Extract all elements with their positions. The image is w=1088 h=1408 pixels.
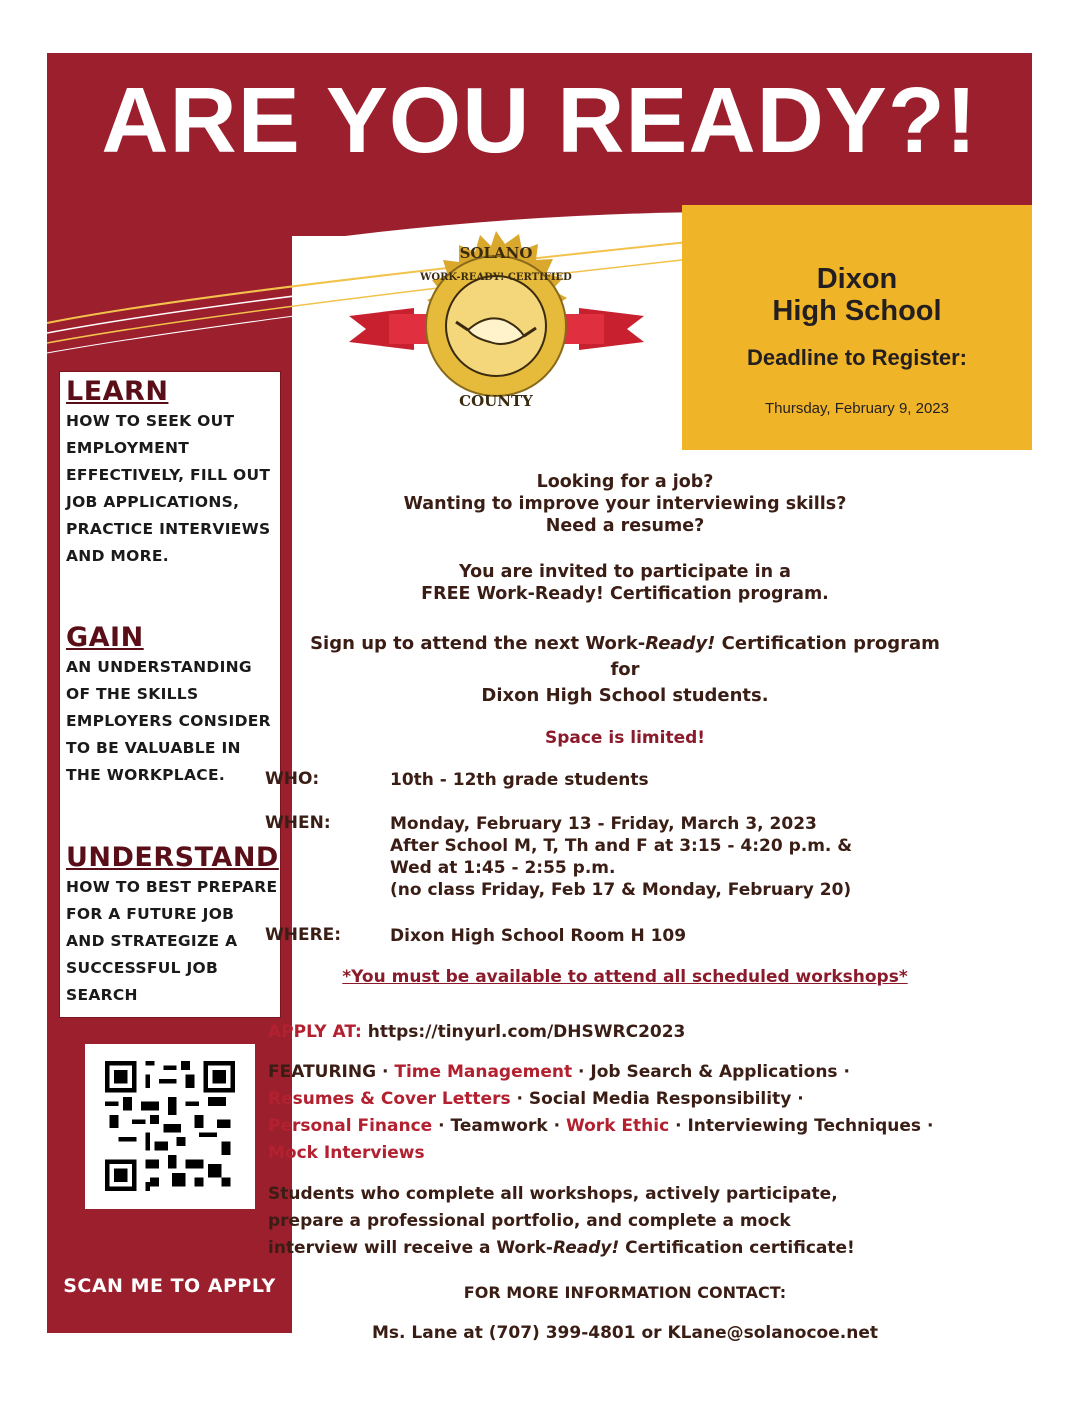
who-label: WHO: xyxy=(265,769,320,789)
where-value: Dixon High School Room H 109 xyxy=(390,926,687,946)
featuring-label: FEATURING xyxy=(268,1062,377,1082)
understand-block xyxy=(66,842,278,1009)
learn-heading: LEARN xyxy=(66,376,169,407)
deadline-date: Thursday, February 9, 2023 xyxy=(765,400,949,417)
deadline-label: Deadline to Register: xyxy=(746,345,968,370)
apply-line xyxy=(268,1019,980,1046)
contact-line[interactable]: Ms. Lane at (707) 399-4801 or KLane@solanocoe.net xyxy=(372,1323,878,1343)
when-value: Monday, February 13 - Friday, March 3, 2023 After School M, T, Th and F at 3:15 - 4:20 p.m. & Wed at 1:45 - 2:55 p.m. (no class Friday, Feb 17 & Monday, February 20) xyxy=(390,814,853,900)
who-value: 10th - 12th grade students xyxy=(390,770,649,790)
invite-line-2: FREE Work-Ready! Certification program. xyxy=(421,584,829,604)
seal-top-text: SOLANO xyxy=(459,244,533,262)
signup-line: Sign up to attend the next Work-Ready! Certification program xyxy=(310,633,940,654)
intro-line-2: Wanting to improve your interviewing skills? xyxy=(403,494,847,514)
signup-school: Dixon High School students. xyxy=(481,685,769,706)
school-name xyxy=(682,263,1032,327)
feature-item: Mock Interviews xyxy=(268,1143,425,1163)
seal-ring-text: WORK-READY! CERTIFIED xyxy=(420,272,572,283)
intro-line-1: Looking for a job? xyxy=(536,472,714,492)
feature-item: Teamwork xyxy=(450,1116,548,1136)
learn-block xyxy=(66,376,278,570)
understand-text: HOW TO BEST PREPARE FOR A FUTURE JOB AND STRATEGIZE A SUCCESSFUL JOB SEARCH xyxy=(66,878,278,1004)
apply-url[interactable]: https://tinyurl.com/DHSWRC2023 xyxy=(367,1022,686,1042)
gain-block xyxy=(66,622,278,789)
feature-item: Job Search & Applications xyxy=(590,1062,838,1082)
invitation xyxy=(265,561,985,605)
feature-item: Resumes & Cover Letters xyxy=(268,1089,511,1109)
qr-code-box[interactable] xyxy=(85,1044,255,1209)
space-limited: Space is limited! xyxy=(544,728,706,748)
understand-heading: UNDERSTAND xyxy=(66,842,279,873)
gain-heading: GAIN xyxy=(66,622,144,653)
feature-item: Social Media Responsibility xyxy=(528,1089,792,1109)
scan-me-label: SCAN ME TO APPLY xyxy=(63,1275,276,1297)
gain-text: AN UNDERSTANDING OF THE SKILLS EMPLOYERS CONSIDER TO BE VALUABLE IN THE WORKPLACE. xyxy=(66,658,271,784)
apply-label: APPLY AT: xyxy=(268,1022,362,1042)
learn-text: HOW TO SEEK OUT EMPLOYMENT EFFECTIVELY, FILL OUT JOB APPLICATIONS, PRACTICE INTERVIEWS AND MORE. xyxy=(66,412,271,565)
feature-item: Work Ethic xyxy=(565,1116,670,1136)
invite-line-1: You are invited to participate in a xyxy=(459,562,791,582)
work-ready-seal-logo xyxy=(344,228,649,433)
attendance-notice: *You must be available to attend all scheduled workshops* xyxy=(342,967,908,987)
when-label: WHEN: xyxy=(265,813,331,833)
seal-bottom-text: COUNTY xyxy=(459,392,533,410)
where-label: WHERE: xyxy=(265,925,342,945)
headline: ARE YOU READY?! xyxy=(101,68,978,172)
completion-text: Students who complete all workshops, actively participate, prepare a professional portfolio, and complete a mock interview will receive a Work-Ready! Certification certificate! xyxy=(268,1184,855,1258)
register-box xyxy=(682,205,1032,450)
featuring-list: FEATURING · Time Management · Job Search & Applications · Resumes & Cover Letters · Social Media Responsibility · Personal Finance · Teamwork · Work Ethic · Interviewing Techniques · Mock Interviews xyxy=(268,1062,934,1163)
intro-questions xyxy=(265,471,985,537)
signup-text xyxy=(265,631,985,709)
contact-heading: FOR MORE INFORMATION CONTACT: xyxy=(463,1283,787,1302)
school-line-1: Dixon xyxy=(816,263,898,295)
school-line-2: High School xyxy=(772,295,942,327)
feature-item: Interviewing Techniques xyxy=(687,1116,922,1136)
intro-line-3: Need a resume? xyxy=(545,516,705,536)
signup-for: for xyxy=(610,659,640,680)
feature-item: Time Management xyxy=(394,1062,573,1082)
qr-code[interactable] xyxy=(105,1061,235,1191)
feature-item: Personal Finance xyxy=(268,1116,433,1136)
benefits-panel xyxy=(59,371,281,1018)
